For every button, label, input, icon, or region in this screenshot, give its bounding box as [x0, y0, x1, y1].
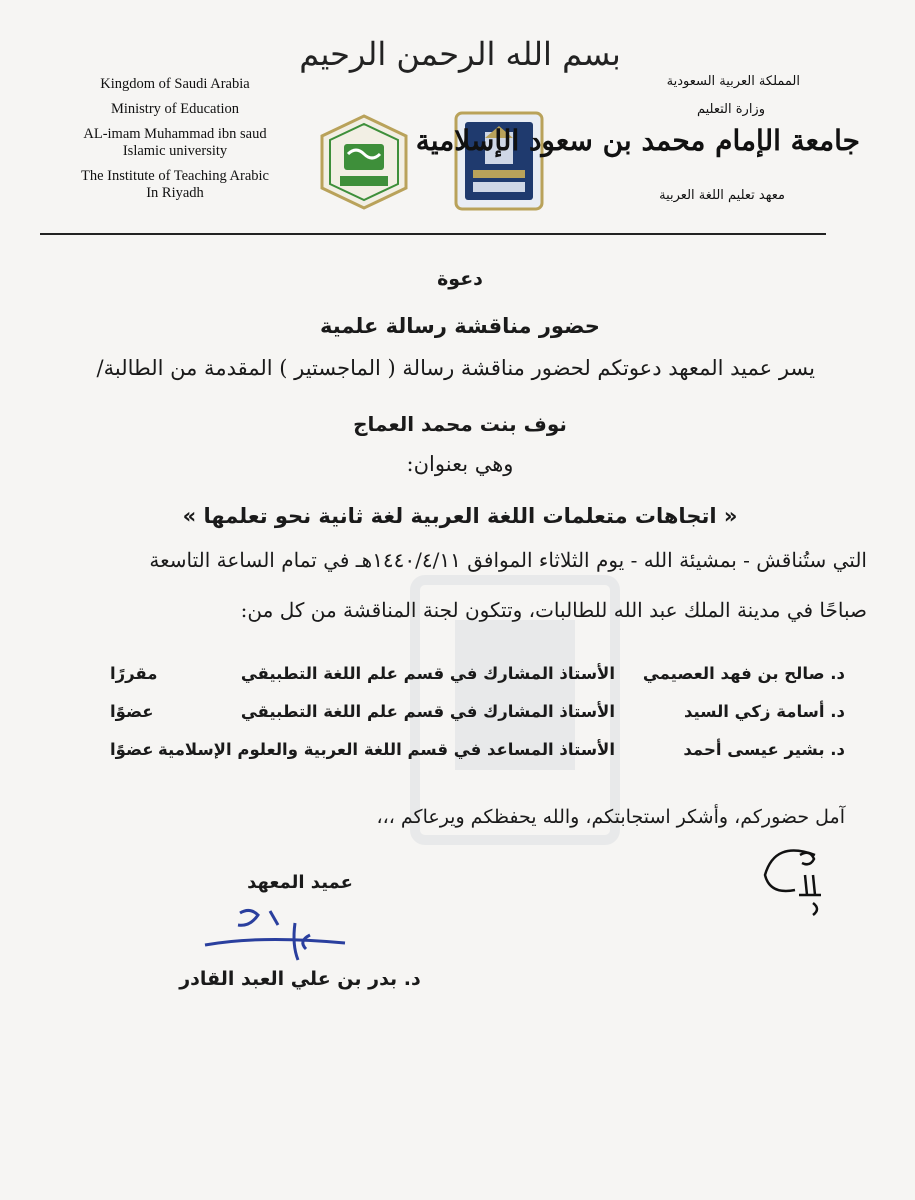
intro-text: يسر عميد المعهد دعوتكم لحضور مناقشة رسالة ( الماجستير ) المقدمة من الطالبة/ [96, 356, 815, 380]
ministry-ar: وزارة التعليم [696, 102, 765, 117]
institute-logo [318, 114, 410, 210]
closing-text: آمل حضوركم، وأشكر استجابتكم، والله يحفظكم ويرعاكم ،،، [376, 806, 845, 828]
handwritten-initials [755, 835, 845, 925]
committee-role: عضوًا [110, 740, 154, 759]
institute-ar: معهد تعليم اللغة العربية [659, 188, 785, 203]
university-en-line1: AL-imam Muhammad ibn saud [83, 126, 267, 142]
details-line-2: صباحًا في مدينة الملك عبد الله للطالبات، وتتكون لجنة المناقشة من كل من: [240, 598, 867, 622]
dean-title: عميد المعهد [247, 872, 353, 893]
header-english [40, 76, 310, 202]
kingdom-en: Kingdom of Saudi Arabia [100, 76, 250, 92]
details-line-1: التي ستُناقش - بمشيئة الله - يوم الثلاثاء الموافق ١٤٤٠/٤/١١هـ في تمام الساعة التاسعة [149, 548, 867, 572]
committee-name: د. صالح بن فهد العصيمي [642, 664, 845, 683]
letter-title: دعوة [437, 268, 483, 290]
committee-role: عضوًا [110, 702, 154, 721]
kingdom-ar: المملكة العربية السعودية [666, 74, 800, 89]
committee-position: الأستاذ المشارك في قسم علم اللغة التطبيقي [240, 702, 615, 721]
committee-position: الأستاذ المساعد في قسم اللغة العربية والعلوم الإسلامية [157, 740, 615, 759]
basmala-header: بسم الله الرحمن الرحيم [299, 35, 621, 73]
university-ar: جامعة الإمام محمد بن سعود الإسلامية [415, 124, 860, 157]
university-en-line2: Islamic university [122, 143, 228, 159]
thesis-title: « اتجاهات متعلمات اللغة العربية لغة ثانية نحو تعلمها » [182, 504, 738, 528]
institute-en-line1: The Institute of Teaching Arabic [81, 168, 269, 184]
student-name: نوف بنت محمد العماج [353, 412, 567, 436]
committee-name: د. أسامة زكي السيد [684, 702, 845, 721]
institute-en-line2: In Riyadh [146, 185, 204, 201]
committee-position: الأستاذ المشارك في قسم علم اللغة التطبيقي [240, 664, 615, 683]
header-divider [40, 233, 826, 235]
ministry-en: Ministry of Education [110, 101, 240, 117]
committee-name: د. بشير عيسى أحمد [683, 740, 845, 759]
dean-signature [200, 905, 350, 965]
letter-subtitle: حضور مناقشة رسالة علمية [320, 314, 600, 338]
titled-label: وهي بعنوان: [406, 452, 514, 476]
committee-role: مقررًا [110, 664, 158, 683]
dean-name: د. بدر بن علي العبد القادر [179, 968, 421, 990]
